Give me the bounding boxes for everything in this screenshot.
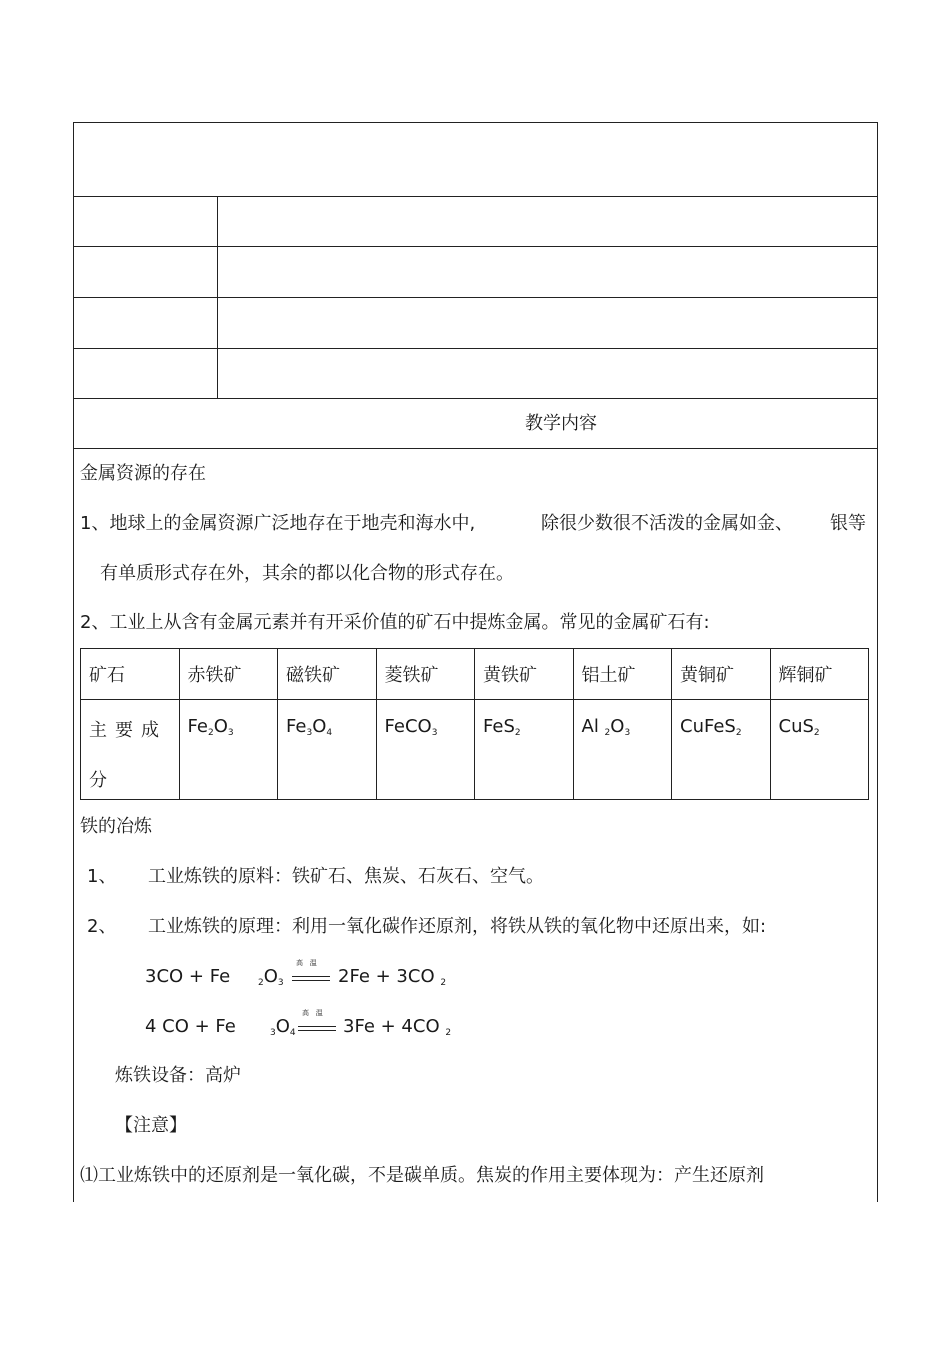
paragraph-1a: 1、地球上的金属资源广泛地存在于地壳和海水中, (80, 513, 476, 534)
equation-2-oxide: $_3O_4$ (270, 1016, 296, 1038)
equation-1-left: 3CO + Fe (145, 966, 231, 987)
ore-formula: CuS$_2$ (770, 700, 869, 800)
item-2-number: 2、 (87, 916, 117, 937)
row-divider (73, 348, 878, 349)
ore-name: 磁铁矿 (278, 649, 377, 700)
ore-table-formula-row (81, 700, 869, 800)
paragraph-1d: 有单质形式存在外，其余的都以化合物的形式存在。 (100, 563, 514, 584)
paragraph-1b: 除很少数很不活泼的金属如金、 (541, 513, 793, 534)
row-divider (73, 297, 878, 298)
item-1-text: 工业炼铁的原料：铁矿石、焦炭、石灰石、空气。 (148, 866, 544, 887)
paragraph-1c: 银等 (830, 513, 866, 534)
item-1-number: 1、 (87, 866, 117, 887)
equation-2-left: 4 CO + Fe (145, 1016, 236, 1037)
row-divider (73, 448, 878, 449)
ore-name: 黄铁矿 (475, 649, 574, 700)
teaching-content-heading: 教学内容 (525, 413, 597, 434)
ore-formula: CuFeS$_2$ (672, 700, 771, 800)
ore-formula: $Fe_3O_4$ (278, 700, 377, 800)
column-divider (217, 196, 218, 399)
ore-table-header-row (81, 649, 869, 700)
ore-name: 辉铜矿 (770, 649, 869, 700)
equation-2-condition: 高 温 (302, 1009, 323, 1017)
equation-1-condition: 高 温 (296, 959, 317, 967)
equation-2-arrow (298, 1026, 336, 1027)
row-divider (73, 196, 878, 197)
paragraph-2: 2、工业上从含有金属元素并有开采价值的矿石中提炼金属。常见的金属矿石有: (80, 612, 710, 633)
ore-header-label: 矿石 (81, 649, 180, 700)
ore-formula: FeCO$_3$ (376, 700, 475, 800)
ore-name: 黄铜矿 (672, 649, 771, 700)
component-label-2: 分 (89, 770, 107, 791)
row-divider (73, 398, 878, 399)
equation-1-arrow (292, 976, 330, 977)
ore-name: 菱铁矿 (376, 649, 475, 700)
ore-formula: FeS$_2$ (475, 700, 574, 800)
ore-name: 赤铁矿 (179, 649, 278, 700)
ore-name: 铝土矿 (573, 649, 672, 700)
section-title-metal-resources: 金属资源的存在 (80, 463, 206, 484)
ore-table (80, 648, 869, 800)
component-label: 主要成 (89, 720, 167, 741)
row-divider (73, 246, 878, 247)
ore-formula: $Fe_2O_3$ (179, 700, 278, 800)
note-1: ⑴工业炼铁中的还原剂是一氧化碳，不是碳单质。焦炭的作用主要体现为：产生还原剂 (80, 1165, 764, 1186)
equipment-line: 炼铁设备：高炉 (115, 1065, 241, 1086)
equation-2-right: 3Fe + 4CO $_2$ (343, 1016, 452, 1038)
equation-1-arrow (292, 980, 330, 981)
equation-1-oxide: $_2O_3$ (258, 966, 284, 988)
section-title-iron-smelting: 铁的冶炼 (80, 816, 152, 837)
equation-1-right: 2Fe + 3CO $_2$ (338, 966, 447, 988)
item-2-text: 工业炼铁的原理：利用一氧化碳作还原剂，将铁从铁的氧化物中还原出来，如: (148, 916, 767, 937)
note-title: 【注意】 (115, 1115, 187, 1136)
component-label-cell (81, 700, 180, 800)
equation-2-arrow (298, 1030, 336, 1031)
ore-formula: Al $_2O_3$ (573, 700, 672, 800)
